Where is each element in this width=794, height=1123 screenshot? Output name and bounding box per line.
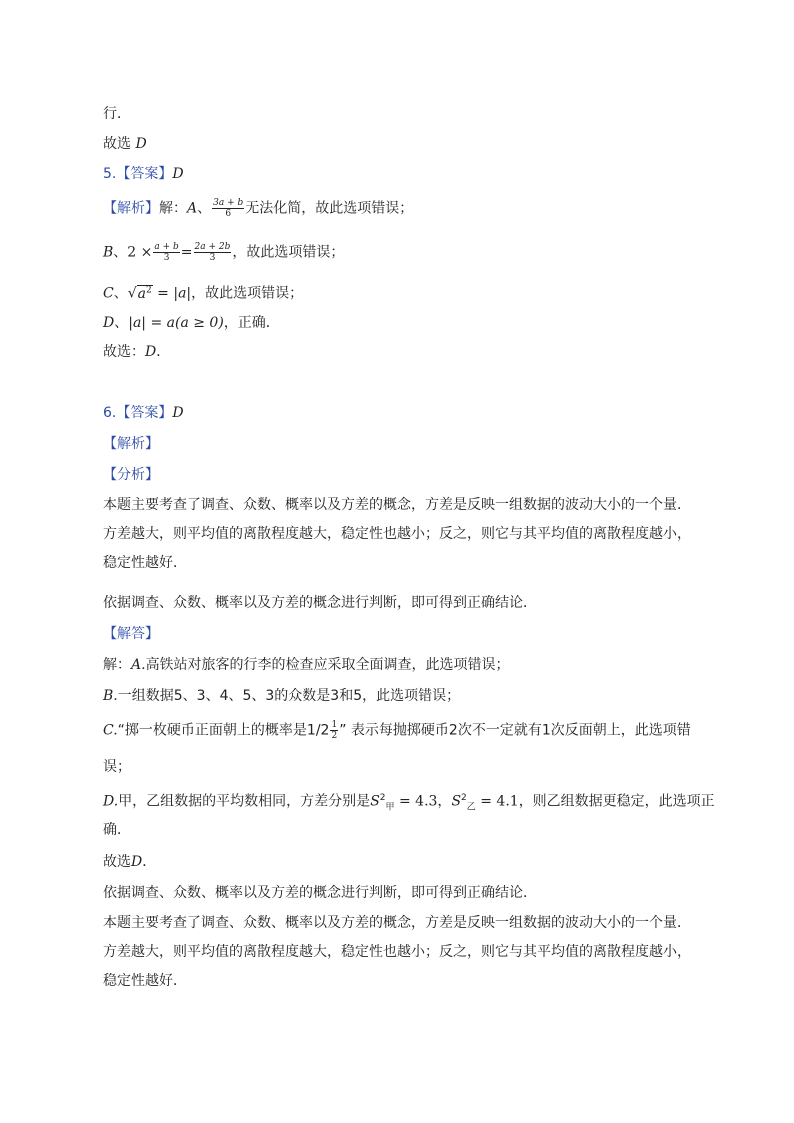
- sqrt-symbol: √: [127, 285, 137, 302]
- analysis-text: ，正确．: [223, 315, 280, 331]
- solution-text: ” 表示每抛掷硬币2次不一定就有1次反面朝上，此选项错: [339, 722, 691, 739]
- fraction-denominator: 2: [331, 731, 338, 741]
- choice-label: 故选：: [103, 344, 145, 360]
- answer-heading-q5: [103, 164, 184, 184]
- math-expression: |a| = a(a ≥ 0): [128, 315, 224, 331]
- answer-tag: 【答案】: [116, 166, 173, 182]
- option-letter: C: [103, 285, 114, 302]
- fraction-numerator: 2a + 2b: [194, 242, 231, 252]
- solution-line-b: [103, 686, 460, 706]
- solution-prefix: 解：: [103, 657, 131, 673]
- solution-text: ，则乙组数据更稳定，此选项正: [518, 793, 715, 810]
- fraction: [153, 242, 179, 263]
- variance-symbol: S: [451, 793, 462, 810]
- analysis-line-d: [103, 313, 280, 333]
- solution-line-c: [103, 720, 691, 741]
- fenxi-tag: 【分析】: [103, 467, 159, 483]
- analysis-text: ，故此选项错误；: [232, 244, 345, 261]
- analysis-paragraph: 本题主要考查了调查、众数、概率以及方差的概念，方差是反映一组数据的波动大小的一个量．方差越大，则平均值的离散程度越大，稳定性也越小；反之，则它与其平均值的离散程度越小，稳定性越好．: [103, 497, 691, 571]
- fraction-denominator: 3: [163, 253, 170, 263]
- choice-line: [103, 852, 156, 872]
- choice-line: [103, 342, 170, 362]
- option-letter: D: [103, 315, 115, 331]
- jieda-tag: 【解答】: [103, 626, 159, 642]
- solution-line-a: [103, 655, 510, 675]
- solution-line-d-cont: 确．: [103, 822, 131, 838]
- judge-line: 依据调查、众数、概率以及方差的概念进行判断，即可得到正确结论．: [103, 885, 537, 901]
- answer-value: D: [172, 405, 184, 421]
- separator: 、: [113, 244, 128, 261]
- fraction-denominator: 3: [209, 253, 216, 263]
- exponent: 2: [146, 285, 152, 295]
- analysis-line-c: [103, 280, 303, 304]
- option-letter: A: [187, 200, 198, 217]
- question-number: 5.: [103, 166, 117, 182]
- analysis-line-b: [103, 242, 344, 263]
- radicand-var: a: [137, 285, 146, 302]
- option-letter: A.: [131, 657, 146, 673]
- variance-symbol: S: [370, 793, 380, 810]
- analysis-tag: 【解析】: [103, 436, 159, 452]
- choice-var: D: [135, 136, 147, 152]
- exponent: 2: [379, 793, 386, 803]
- exponent: 2: [461, 793, 467, 803]
- text-line: 行．: [103, 106, 131, 122]
- analysis-text: ，故此选项错误；: [191, 285, 304, 302]
- answer-heading-q6: [103, 403, 184, 423]
- fraction: [330, 720, 338, 741]
- period: ．: [156, 344, 171, 360]
- option-letter: C.: [103, 722, 118, 739]
- separator: 、: [113, 285, 128, 302]
- option-letter: B: [103, 244, 114, 261]
- answer-value: D: [172, 166, 184, 182]
- answer-tag: 【答案】: [116, 405, 173, 421]
- option-letter: B.: [103, 688, 118, 704]
- solution-line-c-cont: 误；: [103, 759, 131, 775]
- judge-line: 依据调查、众数、概率以及方差的概念进行判断，即可得到正确结论．: [103, 595, 537, 611]
- solution-line-d: [103, 788, 715, 817]
- solution-text: 高铁站对旅客的行李的检查应采取全面调查，此选项错误；: [145, 657, 510, 673]
- solution-prefix: 解：: [159, 200, 187, 217]
- solution-text: 甲，乙组数据的平均数相同，方差分别是: [118, 793, 371, 810]
- equals-sign: =: [180, 244, 193, 261]
- question-number: 6.: [103, 405, 117, 421]
- solution-text: “掷一枚硬币正面朝上的概率是1/2: [117, 722, 330, 739]
- analysis-tag: 【解析】: [103, 200, 159, 217]
- fraction-numerator: 3a + b: [213, 198, 244, 208]
- separator: 、: [114, 315, 129, 331]
- fraction: [194, 242, 232, 263]
- fraction: [212, 198, 244, 219]
- choice-line: [103, 134, 147, 154]
- choice-var: D: [145, 344, 157, 360]
- option-letter: D.: [103, 793, 119, 810]
- fraction-numerator: a + b: [154, 242, 179, 252]
- separator: 、: [197, 200, 212, 217]
- math-expression: = |a|: [152, 285, 192, 302]
- subscript: 甲: [385, 802, 395, 813]
- analysis-line-a: [103, 198, 413, 219]
- variance-value: = 4.1: [475, 793, 519, 810]
- choice-label: 故选: [103, 854, 131, 870]
- choice-label: 故选: [103, 136, 131, 152]
- solution-text: 一组数据5、3、4、5、3的众数是3和5，此选项错误；: [117, 688, 461, 704]
- variance-value: = 4.3，: [394, 793, 452, 810]
- analysis-paragraph: 本题主要考查了调查、众数、概率以及方差的概念，方差是反映一组数据的波动大小的一个量．方差越大，则平均值的离散程度越大，稳定性也越小；反之，则它与其平均值的离散程度越小，稳定性越好．: [103, 915, 691, 989]
- choice-var: D: [131, 854, 143, 870]
- period: ．: [142, 854, 157, 870]
- radicand: [137, 285, 153, 302]
- fraction-numerator: 1: [331, 720, 338, 730]
- analysis-text: 无法化简，故此选项错误；: [245, 200, 414, 217]
- subscript: 乙: [466, 802, 476, 813]
- math-term: 2 ×: [127, 244, 153, 261]
- fraction-denominator: 6: [225, 209, 232, 219]
